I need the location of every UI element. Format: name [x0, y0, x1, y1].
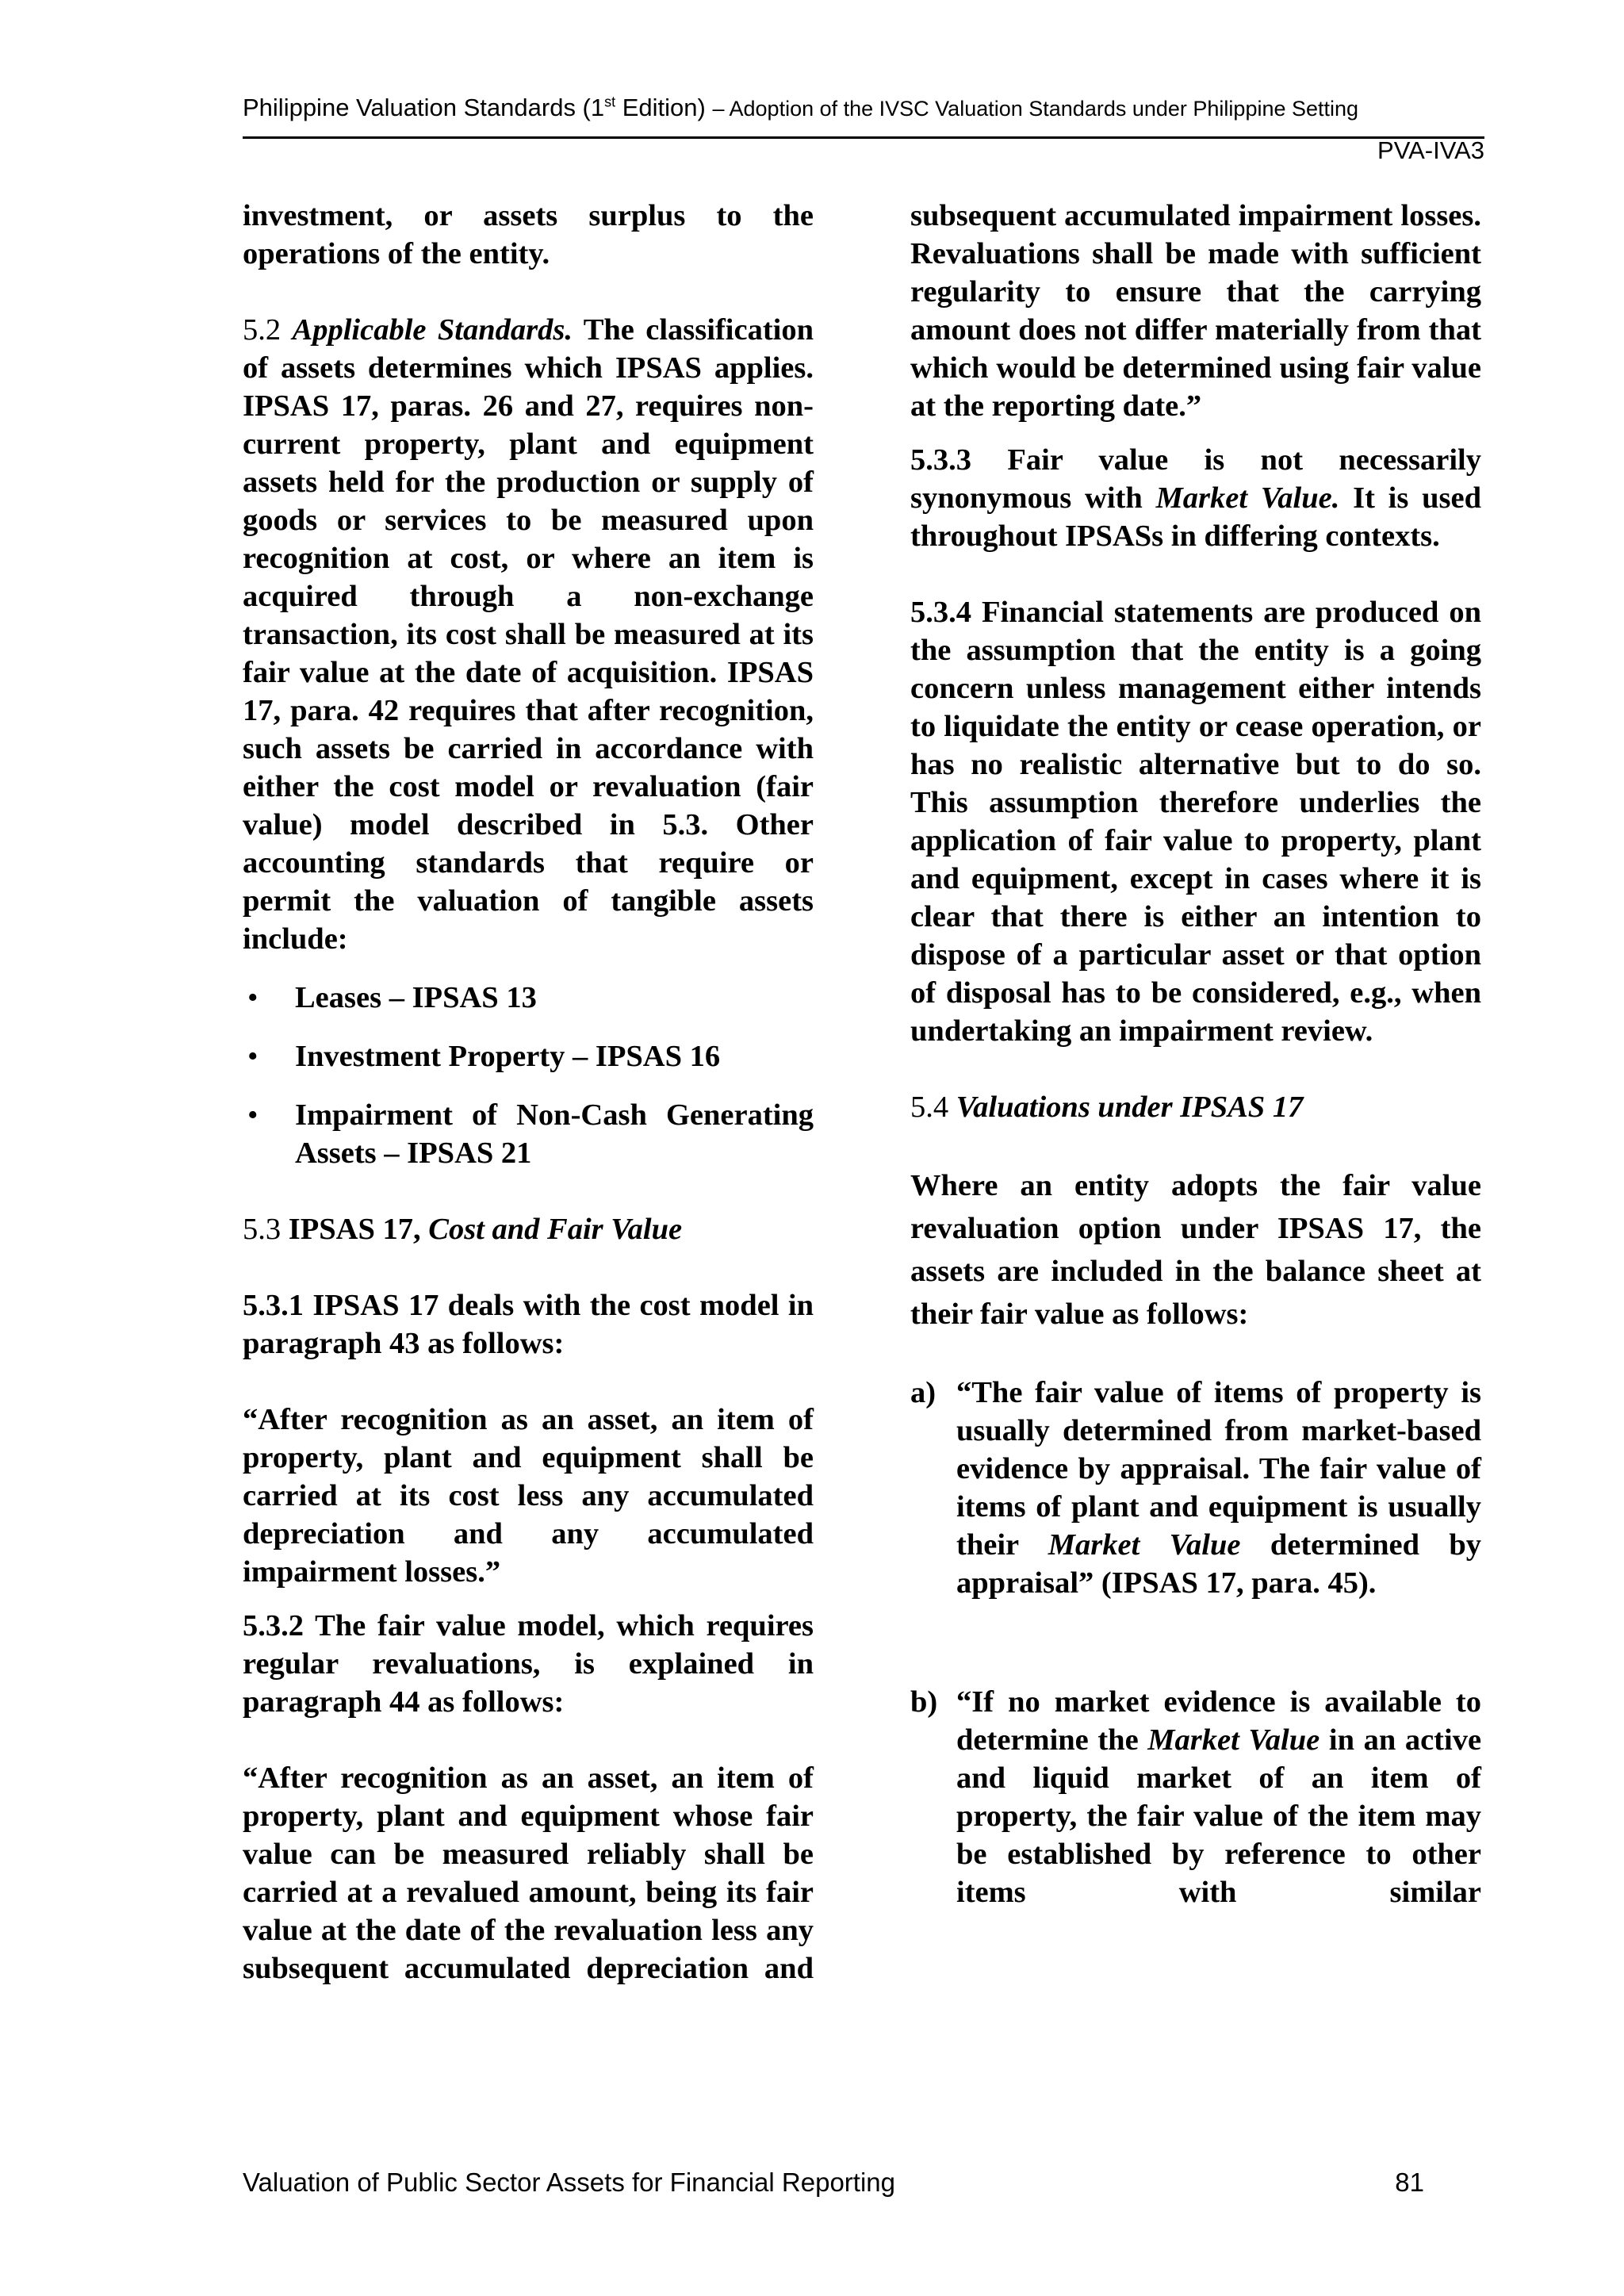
list-item: • Leases – IPSAS 13 — [243, 979, 814, 1017]
section-number: 5.2 — [243, 313, 282, 347]
quote-paragraph-43: “After recognition as an asset, an item of property, plant and equipment shall be carried at its cost less any accumulated depreciation and any accumulated impairment losses.” — [243, 1403, 814, 1589]
section-5-4-text: Where an entity adopts the fair value revaluation option under IPSAS 17, the assets are included in the balance sheet at their fair value as follows: — [910, 1169, 1481, 1331]
section-5-3-heading — [243, 1210, 814, 1248]
paragraph-5-3-4: 5.3.4 Financial statements are produced on the assumption that the entity is a going concern unless management either intends to liquidate the entity or cease operation, or has no realistic alternative but to do so. This assumption therefore underlies the application of fair value to property, plant and equipment, except in cases where it is clear that there is either an intention to dispose of a particular asset or that option of disposal has to be considered, e.g., when undertaking an impairment review. — [910, 596, 1481, 1048]
header-title: Philippine Valuation Standards (1st Edition) — [243, 94, 713, 121]
italic-term: Market Value. — [1155, 481, 1340, 515]
section-number: 5.3 — [243, 1213, 282, 1246]
section-number: 5.4 — [910, 1091, 949, 1124]
section-title: Applicable Standards. — [292, 313, 573, 347]
italic-term: Market Value — [1147, 1723, 1320, 1757]
section-5-2 — [243, 311, 814, 958]
page-number: 81 — [1395, 2168, 1424, 2197]
list-item-a — [910, 1374, 1481, 1602]
right-column — [910, 197, 1481, 1911]
list-text: “If no market evidence is available to determine the Market Value in an active and liquid market of an item of property, the fair value of the item may be established by reference to other items with similar — [956, 1685, 1482, 1909]
list-item: • Impairment of Non-Cash Generating Assets – IPSAS 21 — [243, 1096, 814, 1172]
list-text: “The fair value of items of property is usually determined from market-based evidence by appraisal. The fair value of items of plant and equipment is usually their Market Value determined by appraisal” (IPSAS 17, para. 45). — [956, 1376, 1481, 1600]
header-subtitle: – Adoption of the IVSC Valuation Standards under Philippine Setting — [712, 97, 1359, 121]
list-label: b) — [910, 1685, 938, 1719]
paragraph-continuation: investment, or assets surplus to the operations of the entity. — [243, 199, 814, 270]
header-title-superscript: st — [604, 94, 616, 110]
paragraph-5-3-2: 5.3.2 The fair value model, which requires regular revaluations, is explained in paragraph 44 as follows: — [243, 1609, 814, 1719]
section-text: The classification of assets determines which IPSAS applies. IPSAS 17, paras. 26 and 27, requires non-current property, plant and equipment assets held for the production or supply of goods or services to be measured upon recognition at cost, or where an item is acquired through a non-exchange transaction, its cost shall be measured at its fair value at the date of acquisition. IPSAS 17, para. 42 requires that after recognition, such assets be carried in accordance with either the cost model or revaluation (fair value) model described in 5.3. Other accounting standards that require or permit the valuation of tangible assets include: — [243, 313, 814, 956]
italic-term: Market Value — [1048, 1528, 1241, 1562]
section-title: Valuations under IPSAS 17 — [956, 1091, 1304, 1124]
list-item-b — [910, 1683, 1481, 1911]
footer-title: Valuation of Public Sector Assets for Financial Reporting — [243, 2168, 895, 2197]
section-5-4-heading — [910, 1088, 1481, 1126]
paragraph-5-3-3: 5.3.3 Fair value is not necessarily synonymous with Market Value. It is used throughout IPSASs in differing contexts. — [910, 443, 1482, 553]
paragraph-5-3-1: 5.3.1 IPSAS 17 deals with the cost model in paragraph 43 as follows: — [243, 1289, 814, 1360]
section-title-italic: Cost and Fair Value — [428, 1213, 683, 1246]
page-header — [243, 94, 1484, 139]
left-column — [243, 197, 814, 1987]
quote-continuation: subsequent accumulated impairment losses. Revaluations shall be made with sufficient regularity to ensure that the carrying amount does not differ materially from that which would be determined using fair value at the reporting date.” — [910, 199, 1481, 423]
standards-list — [243, 979, 814, 1172]
list-item: • Investment Property – IPSAS 16 — [243, 1037, 814, 1075]
quote-paragraph-44: “After recognition as an asset, an item of property, plant and equipment whose fair value can be measured reliably shall be carried at a revalued amount, being its fair value at the date of the revaluation less any subsequent accumulated depreciation and — [243, 1761, 814, 1985]
section-title-bold: IPSAS 17, — [288, 1213, 421, 1246]
list-label: a) — [910, 1376, 936, 1409]
document-code: PVA-IVA3 — [1377, 136, 1484, 164]
